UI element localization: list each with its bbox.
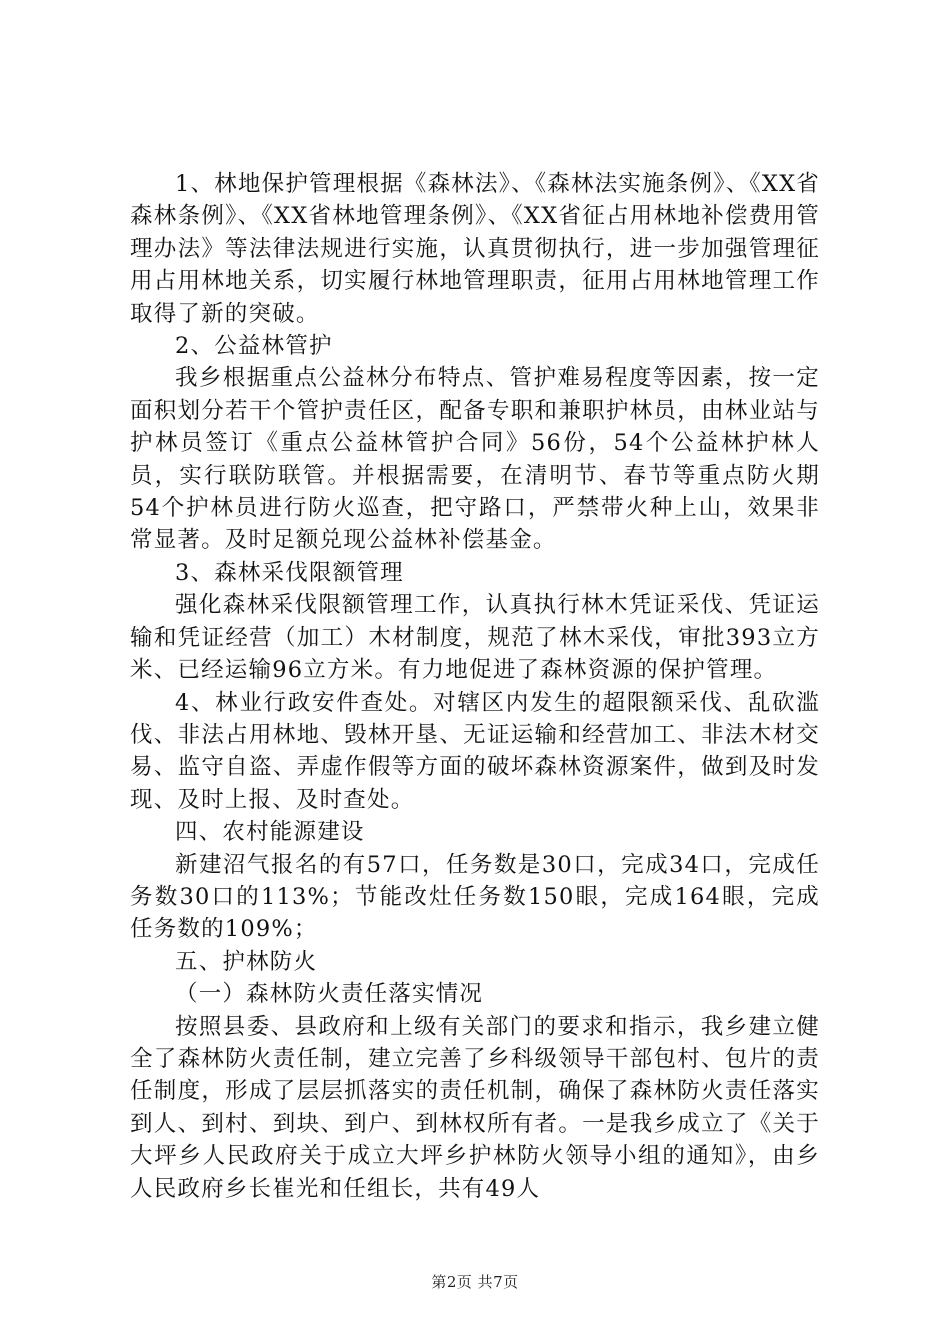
paragraph-logging-quota-management: 强化森林采伐限额管理工作，认真执行林木凭证采伐、凭证运输和凭证经营（加工）木材制度，规范了林木采伐，审批393立方米、已经运输96立方米。有力地促进了森林资源的保护管理。 — [130, 592, 820, 684]
heading-public-forest-management: 2、公益林管护 — [175, 333, 333, 360]
paragraph-forestry-case-handling: 4、林业行政安件查处。对辖区内发生的超限额采伐、乱砍滥伐、非法占用林地、毁林开垦、无证运输和经营加工、非法木材交易、监守自盗、弄虚作假等方面的破坏森林资源案件，做到及时发现、及时上报、及时查处。 — [130, 689, 820, 813]
paragraph-forest-land-protection: 1、林地保护管理根据《森林法》、《森林法实施条例》、《XX省森林条例》、《XX省林地管理条例》、《XX省征占用林地补偿费用管理办法》等法律法规进行实施，认真贯彻执行，进一步加强管理征用占用林地关系，切实履行林地管理职责，征用占用林地管理工作取得了新的突破。 — [130, 171, 820, 327]
paragraph-fire-responsibility: 按照县委、县政府和上级有关部门的要求和指示，我乡建立健全了森林防火责任制，建立完善了乡科级领导干部包村、包片的责任制度，形成了层层抓落实的责任机制，确保了森林防火责任落实到人、到村、到块、到户、到林权所有者。一是我乡成立了《关于大坪乡人民政府关于成立大坪乡护林防火领导小组的通知》，由乡人民政府乡长崔光和任组长，共有49人 — [130, 1013, 820, 1202]
heading-logging-quota-management: 3、森林采伐限额管理 — [175, 559, 404, 586]
paragraph-rural-energy: 新建沼气报名的有57口，任务数是30口，完成34口，完成任务数30口的113%；节能改灶任务数150眼，完成164眼，完成任务数的109%； — [130, 851, 820, 943]
paragraph-public-forest-management: 我乡根据重点公益林分布特点、管护难易程度等因素，按一定面积划分若干个管护责任区，配备专职和兼职护林员，由林业站与护林员签订《重点公益林管护合同》56份，54个公益林护林人员，实行联防联管。并根据需要，在清明节、春节等重点防火期54个护林员进行防火巡查，把守路口，严禁带火种上山，效果非常显著。及时足额兑现公益林补偿基金。 — [130, 365, 820, 554]
page-number-footer: 第2页 共7页 — [431, 1273, 519, 1291]
document-body — [130, 168, 820, 1205]
heading-fire-responsibility: （一）森林防火责任落实情况 — [175, 981, 484, 1008]
heading-fire-prevention: 五、护林防火 — [175, 948, 318, 975]
heading-rural-energy: 四、农村能源建设 — [175, 819, 365, 846]
